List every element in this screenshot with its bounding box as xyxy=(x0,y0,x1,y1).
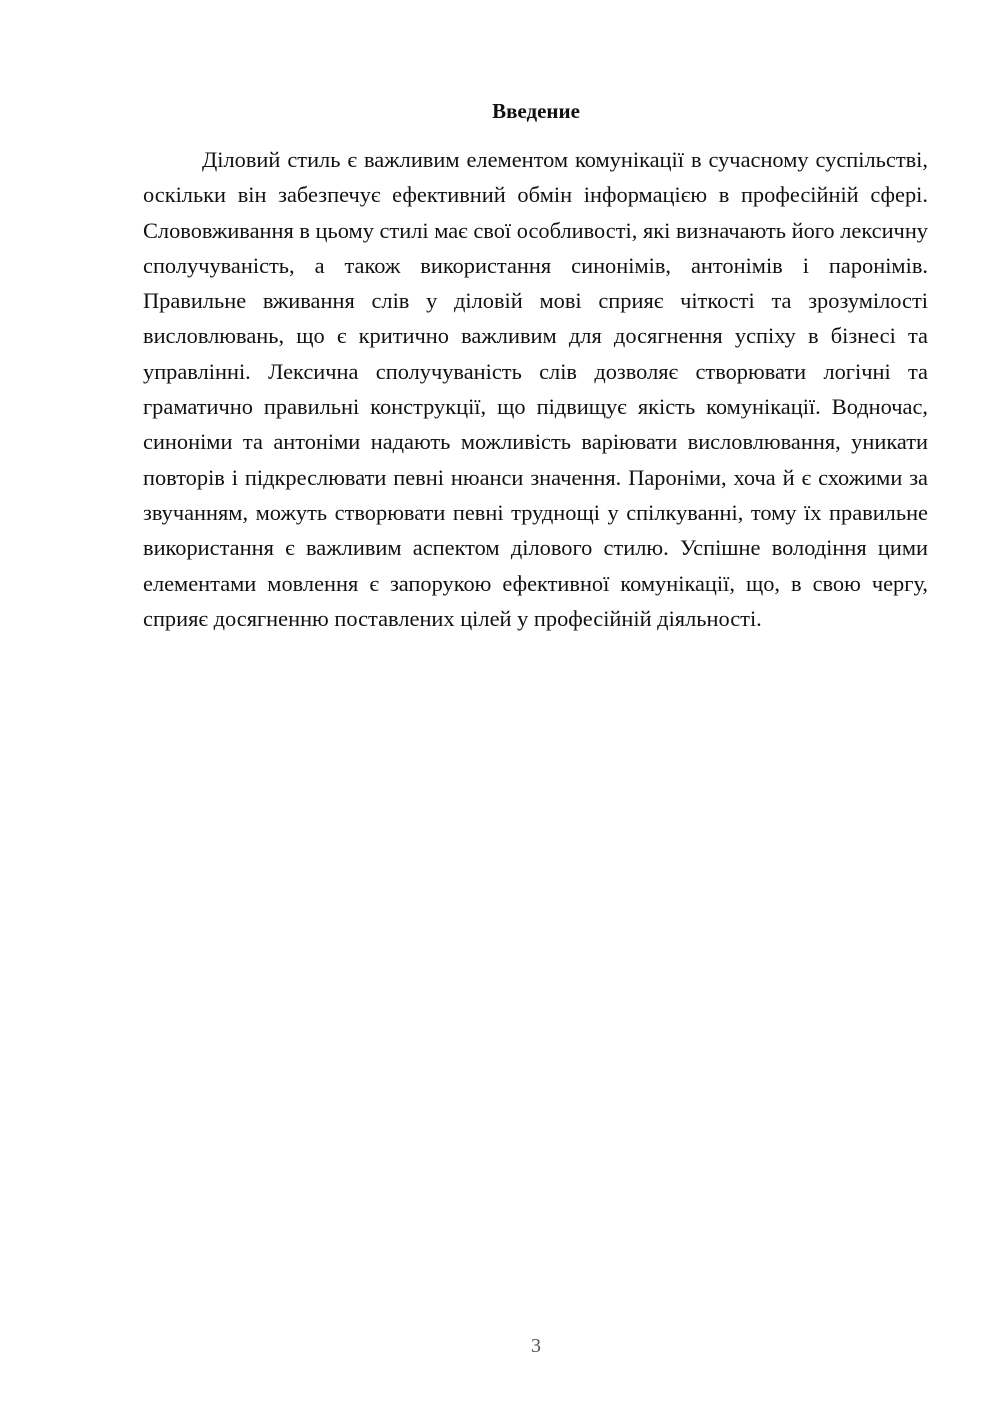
page-number: 3 xyxy=(531,1335,541,1357)
page-title: Введение xyxy=(492,99,580,123)
body-paragraph: Діловий стиль є важливим елементом комунікації в сучасному суспільстві, оскільки він забезпечує ефективний обмін інформацією в професійній сфері. Слововживання в цьому стилі має свої особливості, які визначають його лексичну сполучуваність, а також використання синонімів, антонімів і паронімів. Правильне вживання слів у діловій мові сприяє чіткості та зрозумілості висловлювань, що є критично важливим для досягнення успіху в бізнесі та управлінні. Лексична сполучуваність слів дозволяє створювати логічні та граматично правильні конструкції, що підвищує якість комунікації. Водночас, синоніми та антоніми надають можливість варіювати висловлювання, уникати повторів і підкреслювати певні нюанси значення. Пароніми, хоча й є схожими за звучанням, можуть створювати певні труднощі у спілкуванні, тому їх правильне використання є важливим аспектом ділового стилю. Успішне володіння цими елементами мовлення є запорукою ефективної комунікації, що, в свою чергу, сприяє досягненню поставлених цілей у професійній діяльності. xyxy=(143,147,928,631)
body-section xyxy=(143,142,928,636)
